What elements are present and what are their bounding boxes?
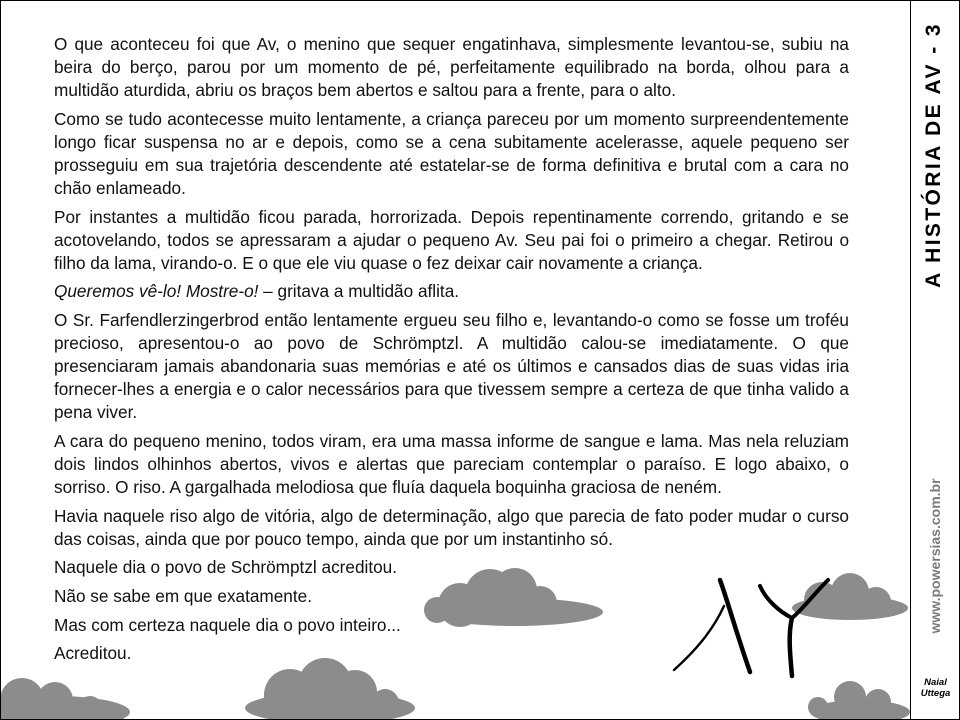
- paragraph-6: A cara do pequeno menino, todos viram, era uma massa informe de sangue e lama. Mas nela reluziam dois lindos olhinhos abertos, vivos e alertas que pareciam contemplar o paraíso. E logo abaixo, o sorriso. O riso. A gargalhada melodiosa que fluía daquela boquinha graciosa de neném.: [54, 431, 849, 498]
- paragraph-8: Naquele dia o povo de Schrömptzl acreditou.: [54, 557, 398, 578]
- paragraph-2: Como se tudo acontecesse muito lentamente, a criança pareceu por um momento surpreendentemente longo ficar suspensa no ar e depois, como se a cena subitamente acelerasse, aquele pequeno ser prosseguiu em sua trajetória descendente até estatelar-se de forma definitiva e brutal com a cara no chão enlameado.: [54, 108, 849, 199]
- paragraph-1: O que aconteceu foi que Av, o menino que sequer engatinhava, simplesmente levantou-se, subiu na beira do berço, parou por um momento de pé, perfeitamente equilibrado na borda, olhou para a multidão aturdida, abriu os braços bem abertos e saltou para a frente, para o alto.: [54, 34, 849, 101]
- paragraph-4: [54, 280, 849, 303]
- author-first-name: Naial: [924, 677, 947, 688]
- crowd-shout-rest: – gritava a multidão aflita.: [258, 281, 460, 302]
- paragraph-5: O Sr. Farfendlerzingerbrod então lentamente ergueu seu filho e, levantando-o como se fosse um troféu precioso, apresentou-o ao povo de Schrömptzl. A multidão calou-se imediatamente. O que presenciaram jamais abandonaria suas memórias e até os últimos e cansados dias de suas vidas iria fornecer-lhes a energia e o calor necessários para que tivessem sempre a certeza de que tinha valido a pena viver.: [54, 310, 849, 423]
- paragraph-7: Havia naquele riso algo de vitória, algo de determinação, algo que parecia de fato poder mudar o curso das coisas, ainda que por pouco tempo, ainda que por um instantinho só.: [54, 505, 849, 549]
- story-text: [54, 33, 849, 671]
- author-last-name: Uttega: [920, 688, 951, 699]
- crowd-shout: Queremos vê-lo! Mostre-o!: [54, 281, 259, 302]
- paragraph-9: Não se sabe em que exatamente.: [54, 586, 312, 607]
- website-link[interactable]: www.powersias.com.br: [927, 478, 943, 634]
- paragraph-3: Por instantes a multidão ficou parada, horrorizada. Depois repentinamente correndo, gritando e se acotovelando, todos se apressaram a ajudar o pequeno Av. Seu pai foi o primeiro a chegar. Retirou o filho da lama, virando-o. E o que ele viu quase o fez deixar cair novamente a criança.: [54, 206, 849, 273]
- author-credit: [911, 677, 960, 699]
- paragraph-11: Acreditou.: [54, 643, 132, 664]
- sidebar-divider: [910, 0, 911, 720]
- story-title: A HISTÓRIA DE AV - 3: [922, 22, 945, 288]
- paragraph-10: Mas com certeza naquele dia o povo inteiro...: [54, 614, 401, 635]
